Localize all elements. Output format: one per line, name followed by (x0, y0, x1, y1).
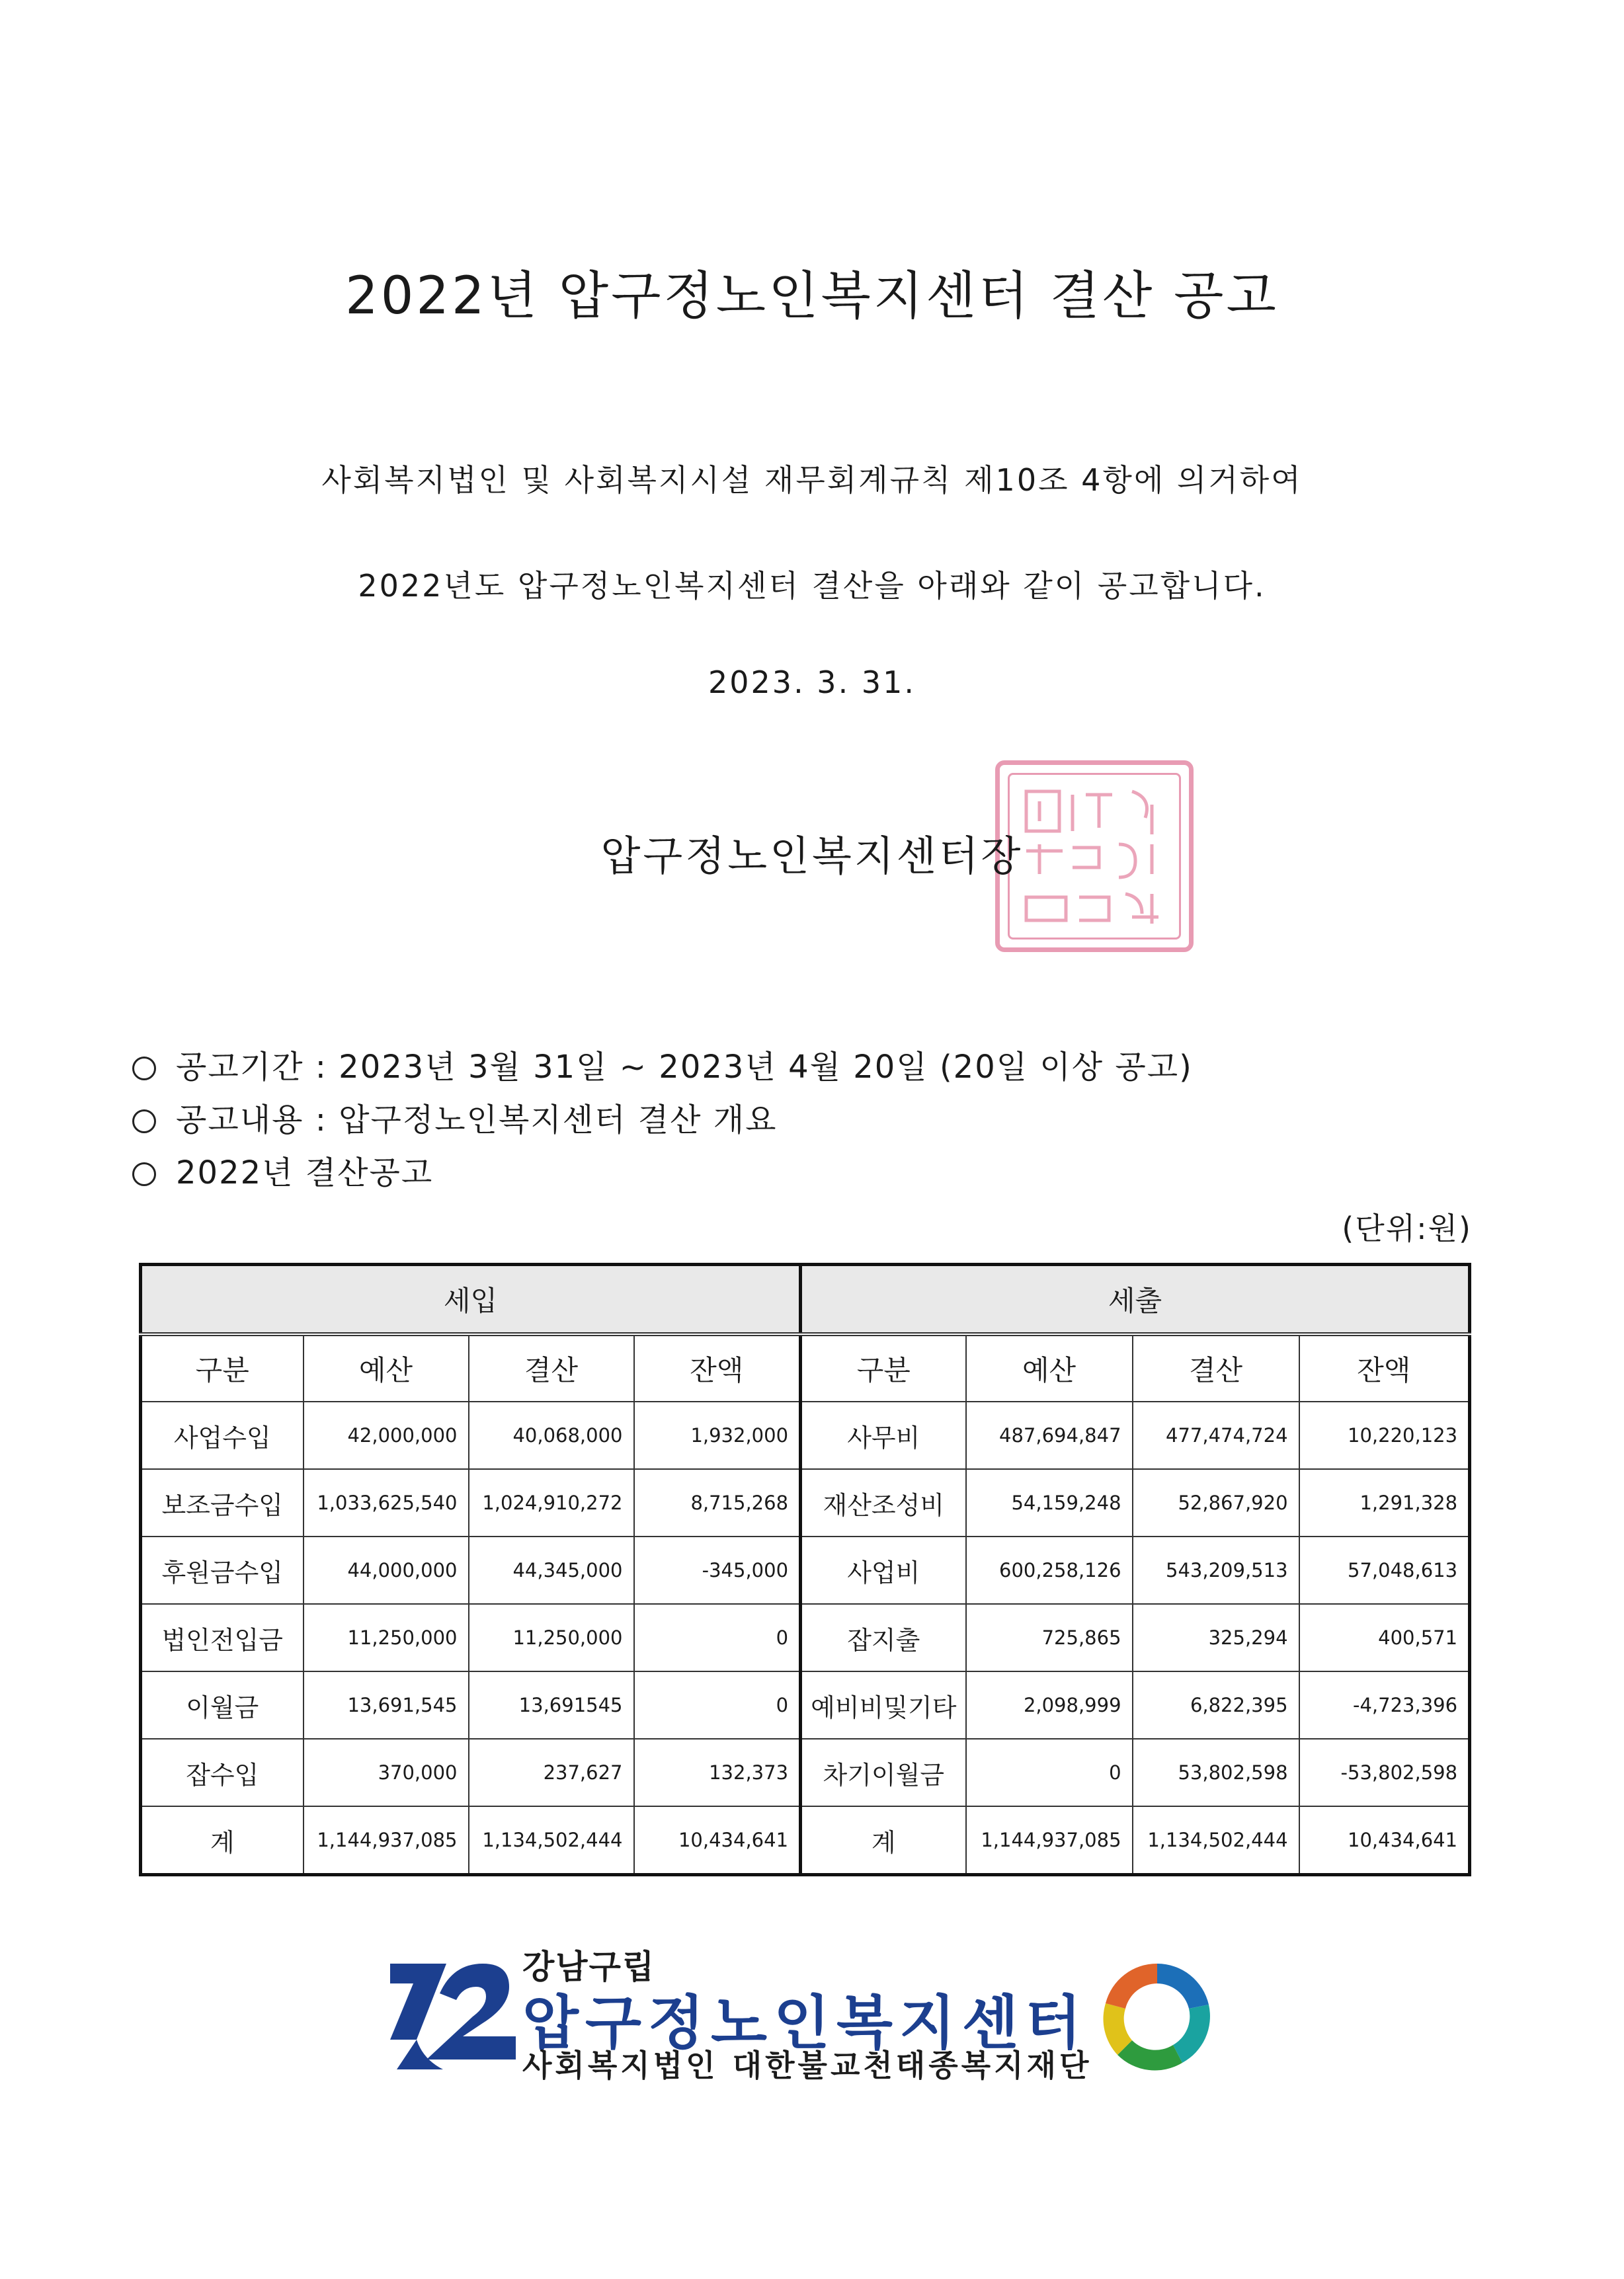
page-title: 2022년 압구정노인복지센터 결산 공고 (345, 266, 1279, 326)
amount-cell: 1,134,502,444 (1133, 1806, 1299, 1875)
amount-cell: 2,098,999 (966, 1671, 1133, 1739)
amount-cell: 44,345,000 (469, 1537, 634, 1604)
logo-foundation-name: 사회복지법인 대한불교천태종복지재단 (522, 2048, 1092, 2083)
table-row (141, 1671, 1470, 1739)
category-cell: 계 (801, 1806, 966, 1875)
column-header: 예산 (304, 1334, 469, 1402)
amount-cell: 0 (634, 1604, 801, 1671)
settlement-table (139, 1263, 1471, 1876)
column-header: 결산 (1133, 1334, 1299, 1402)
amount-cell: 13,691545 (469, 1671, 634, 1739)
amount-cell: 725,865 (966, 1604, 1133, 1671)
logo-center-name: 압구정노인복지센터 (522, 1989, 1088, 2057)
category-cell: 사업수입 (141, 1402, 304, 1469)
amount-cell: 53,802,598 (1133, 1739, 1299, 1806)
amount-cell: 54,159,248 (966, 1469, 1133, 1537)
circle-bullet-icon (132, 1057, 156, 1080)
announcement-date: 2023. 3. 31. (708, 664, 916, 700)
amount-cell: 11,250,000 (469, 1604, 634, 1671)
amount-cell: 543,209,513 (1133, 1537, 1299, 1604)
unit-label: (단위:원) (1342, 1211, 1472, 1246)
notice-period (132, 1041, 1193, 1087)
amount-cell: 40,068,000 (469, 1402, 634, 1469)
amount-cell: 600,258,126 (966, 1537, 1133, 1604)
amount-cell: -4,723,396 (1299, 1671, 1470, 1739)
category-cell: 사무비 (801, 1402, 966, 1469)
category-cell: 후원금수입 (141, 1537, 304, 1604)
circle-bullet-icon (132, 1109, 156, 1133)
notice-item-text: 2022년 결산공고 (176, 1154, 434, 1191)
table-row (141, 1469, 1470, 1537)
table-row (141, 1402, 1470, 1469)
amount-cell: 8,715,268 (634, 1469, 801, 1537)
center-logo-icon (377, 1947, 522, 2079)
amount-cell: 0 (634, 1671, 801, 1739)
column-header: 잔액 (1299, 1334, 1470, 1402)
table-row (141, 1537, 1470, 1604)
category-cell: 사업비 (801, 1537, 966, 1604)
category-cell: 보조금수입 (141, 1469, 304, 1537)
category-cell: 계 (141, 1806, 304, 1875)
notice-period-text: 공고기간 : 2023년 3월 31일 ~ 2023년 4월 20일 (20일 이상 공고) (176, 1049, 1193, 1086)
category-cell: 잡지출 (801, 1604, 966, 1671)
amount-cell: 10,434,641 (634, 1806, 801, 1875)
amount-cell: 57,048,613 (1299, 1537, 1470, 1604)
amount-cell: 477,474,724 (1133, 1402, 1299, 1469)
column-header: 구분 (801, 1334, 966, 1402)
notice-content-text: 공고내용 : 압구정노인복지센터 결산 개요 (176, 1101, 778, 1139)
notice-item (132, 1147, 433, 1193)
expense-header: 세출 (801, 1265, 1470, 1335)
amount-cell: 1,291,328 (1299, 1469, 1470, 1537)
amount-cell: 0 (966, 1739, 1133, 1806)
table-row (141, 1739, 1470, 1806)
amount-cell: 487,694,847 (966, 1402, 1133, 1469)
column-header: 결산 (469, 1334, 634, 1402)
amount-cell: 1,144,937,085 (966, 1806, 1133, 1875)
amount-cell: 10,434,641 (1299, 1806, 1470, 1875)
category-cell: 잡수입 (141, 1739, 304, 1806)
logo-district-label: 강남구립 (522, 1948, 656, 1986)
table-row (141, 1806, 1470, 1875)
amount-cell: 42,000,000 (304, 1402, 469, 1469)
amount-cell: 1,134,502,444 (469, 1806, 634, 1875)
amount-cell: 400,571 (1299, 1604, 1470, 1671)
amount-cell: 6,822,395 (1133, 1671, 1299, 1739)
amount-cell: 44,000,000 (304, 1537, 469, 1604)
amount-cell: 1,033,625,540 (304, 1469, 469, 1537)
amount-cell: 10,220,123 (1299, 1402, 1470, 1469)
amount-cell: -345,000 (634, 1537, 801, 1604)
amount-cell: 52,867,920 (1133, 1469, 1299, 1537)
table-group-header (141, 1265, 1470, 1335)
amount-cell: 11,250,000 (304, 1604, 469, 1671)
category-cell: 차기이월금 (801, 1739, 966, 1806)
amount-cell: 237,627 (469, 1739, 634, 1806)
legal-basis-text: 사회복지법인 및 사회복지시설 재무회계규칙 제10조 4항에 의거하여 (321, 462, 1303, 498)
category-cell: 재산조성비 (801, 1469, 966, 1537)
column-header: 예산 (966, 1334, 1133, 1402)
foundation-ring-logo-icon (1094, 1954, 1220, 2079)
table-column-header (141, 1334, 1470, 1402)
amount-cell: -53,802,598 (1299, 1739, 1470, 1806)
circle-bullet-icon (132, 1162, 156, 1186)
amount-cell: 13,691,545 (304, 1671, 469, 1739)
column-header: 구분 (141, 1334, 304, 1402)
amount-cell: 325,294 (1133, 1604, 1299, 1671)
amount-cell: 132,373 (634, 1739, 801, 1806)
category-cell: 이월금 (141, 1671, 304, 1739)
notice-content (132, 1094, 777, 1140)
amount-cell: 1,144,937,085 (304, 1806, 469, 1875)
amount-cell: 1,932,000 (634, 1402, 801, 1469)
category-cell: 법인전입금 (141, 1604, 304, 1671)
category-cell: 예비비및기타 (801, 1671, 966, 1739)
signer-name: 압구정노인복지센터장 (600, 832, 1024, 880)
income-header: 세입 (141, 1265, 801, 1335)
announcement-text: 2022년도 압구정노인복지센터 결산을 아래와 같이 공고합니다. (358, 568, 1266, 604)
column-header: 잔액 (634, 1334, 801, 1402)
amount-cell: 1,024,910,272 (469, 1469, 634, 1537)
table-row (141, 1604, 1470, 1671)
amount-cell: 370,000 (304, 1739, 469, 1806)
